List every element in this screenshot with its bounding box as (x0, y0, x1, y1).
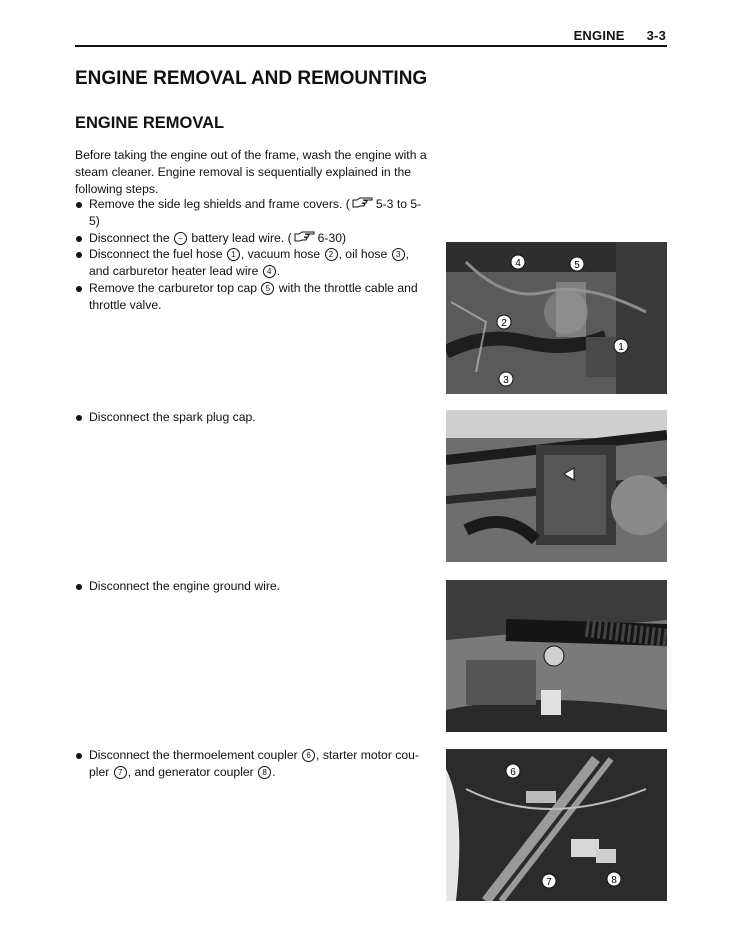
step-text: Remove the carburetor top cap (89, 280, 261, 295)
step-reference: 5-3 to 5-5) (89, 197, 422, 228)
callout-3 (499, 372, 513, 386)
step-text: , oil hose (338, 247, 391, 262)
callout-label: 1 (618, 342, 624, 353)
header-rule (75, 45, 667, 47)
step-text: Disconnect the engine ground wire. (89, 579, 281, 593)
callout-label: 5 (574, 260, 580, 271)
step-text: . (276, 264, 281, 279)
header-page-number: 3-3 (646, 28, 666, 43)
step-text: Disconnect the (89, 230, 174, 245)
step-ground-wire (75, 578, 427, 595)
step-text: , and generator coupler (127, 764, 258, 779)
callout-2 (497, 315, 511, 329)
callout-6 (506, 764, 520, 778)
callout-number: 4 (263, 265, 276, 278)
ground-wire-photo-image (446, 580, 667, 732)
page-title: ENGINE REMOVAL AND REMOUNTING (75, 68, 428, 89)
step-text: with the throttle cable and throttle valve. (89, 280, 418, 312)
step-text: . (272, 764, 276, 779)
step-text: battery lead wire. ( (188, 230, 292, 245)
callout-number: 5 (261, 282, 274, 295)
callout-7 (542, 874, 556, 888)
callout-number: 6 (302, 749, 315, 762)
minus-terminal-symbol: − (174, 232, 187, 245)
step-spark-plug (75, 409, 427, 426)
step-list (75, 196, 427, 314)
reference-hand-icon (352, 197, 374, 209)
callout-5 (570, 257, 584, 271)
step-text: Disconnect the thermoelement coupler (89, 748, 302, 762)
photo-ground-wire (446, 580, 667, 732)
step-carburetor-cap (75, 280, 427, 314)
step-text: , vacuum hose (240, 247, 324, 262)
callout-1 (614, 339, 628, 353)
running-header (552, 28, 666, 43)
callout-number: 7 (114, 766, 127, 779)
callout-label: 3 (503, 375, 509, 386)
callout-label: 6 (510, 767, 516, 778)
callout-label: 4 (515, 258, 521, 269)
callout-label: 7 (546, 877, 552, 888)
callout-4 (511, 255, 525, 269)
photo-carburetor (446, 242, 667, 394)
callout-label: 2 (501, 318, 507, 329)
step-text: Disconnect the spark plug cap. (89, 410, 256, 424)
step-text: , starter motor cou-pler (89, 748, 419, 779)
photo-couplers (446, 749, 667, 901)
step-couplers (75, 747, 427, 781)
step-text: Remove the side leg shields and frame covers. ( (89, 197, 350, 211)
intro-paragraph: Before taking the engine out of the frame, wash the engine with a steam cleaner. Engine removal is sequentially explained in the following steps. (75, 148, 427, 196)
reference-hand-icon (294, 231, 316, 243)
callout-number: 2 (325, 248, 338, 261)
step-fuel-hoses (75, 246, 427, 280)
spark-plug-photo-image (446, 410, 667, 562)
callout-label: 8 (611, 875, 617, 886)
section-subtitle: ENGINE REMOVAL (75, 114, 225, 132)
couplers-photo-image (446, 749, 667, 901)
step-text: , and carburetor heater lead wire (89, 247, 410, 279)
carburetor-photo-image (446, 242, 667, 394)
step-remove-covers (75, 196, 427, 230)
step-text: Disconnect the fuel hose (89, 247, 226, 262)
callout-number: 1 (227, 248, 240, 261)
callout-number: 8 (258, 766, 271, 779)
header-section: ENGINE (573, 28, 625, 43)
photo-spark-plug (446, 410, 667, 562)
step-battery-lead (75, 230, 427, 247)
callout-8 (607, 872, 621, 886)
step-reference: 6-30) (317, 230, 347, 245)
callout-number: 3 (392, 248, 405, 261)
